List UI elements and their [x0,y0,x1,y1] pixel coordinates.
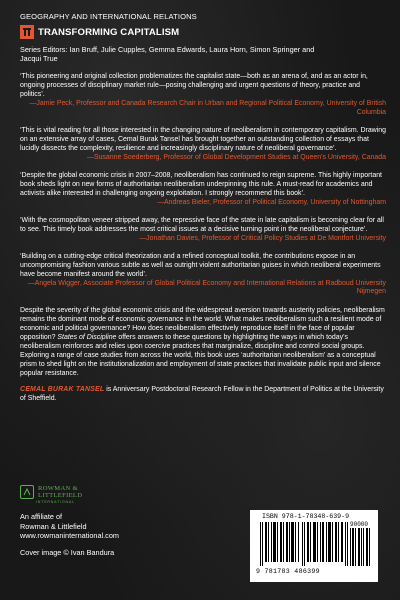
endorsement-quote: ‘Building on a cutting-edge critical theorization and a refined conceptual toolkit, the contributions expose in an uncompromising fashion various subtle as well as outright violent authoritarian guises in which neoliberal experiments have become manifest around the world’. [20,252,381,278]
series-editors [20,45,320,63]
series-logo-icon [20,25,34,39]
publisher-website: www.rowmaninternational.com [20,531,119,541]
barcode-digits: 9 781783 486399 [256,568,320,575]
series-imprint: GEOGRAPHY AND INTERNATIONAL RELATIONS [20,12,197,21]
series-editors-label: Series Editors: [20,45,68,54]
endorsement-attribution [20,100,386,118]
endorsement-quote: ‘Despite the global economic crisis in 2007–2008, neoliberalism has continued to reign supreme. This highly important book sheds light on new forms of authoritarian neoliberalism underpinning this rule. A must-read for academics and activists alike interested in challenging ongoing exploitation. I strongly recommend this book’. [20,171,382,197]
series-editors-names: Ian Bruff, Julie Cupples, Gemma Edwards, Laura Horn, Simon Springer and Jacqui True [20,45,315,64]
affiliate-line2: Rowman & Littlefield [20,521,87,531]
barcode-bars-icon [260,522,348,566]
book-title: States of Discipline [57,334,117,342]
book-description [20,307,386,379]
endorser-name: —Jonathan Davies [139,234,198,242]
rowman-littlefield-emblem-icon [20,485,34,499]
endorsement [20,217,386,244]
author-bio [20,386,386,404]
author-bio-text: is Anniversary Postdoctoral Research Fellow in the Department of Politics at the University of Sheffield. [20,386,384,402]
endorser-role: , Professor of Political Economy, University of Nottingham [209,198,386,206]
series-name: TRANSFORMING CAPITALISM [38,26,180,38]
endorser-role: , Professor and Canada Research Chair in Urban and Regional Political Economy, University of British Columbia [72,100,386,117]
barcode-addon: 90000 [350,521,369,528]
endorsement-quote: ‘This is vital reading for all those interested in the changing nature of neoliberalism in contemporary capitalism. Drawing on an extensive array of cases, Cemal Burak Tansel has brought together an outstanding collection of essays that lucidly dissects the complexity, resilience and increasingly disciplinary nature of neoliberal governance’. [20,127,386,153]
publisher-logo-line3: INTERNATIONAL [36,500,75,504]
endorser-name: —Andreas Bieler [157,198,210,206]
endorsement [20,73,386,118]
endorser-name: —Jamie Peck [29,100,73,108]
endorsement-attribution [20,235,386,244]
endorser-role: , Professor of Global Development Studies at Queen’s University, Canada [159,154,386,162]
cover-image-credit: Cover image © Ivan Bandura [20,547,115,557]
description-part2: offers answers to these questions by highlighting the ways in which today’s neoliberalism reinforces and relies upon coercive practices that marginalize, discipline and control social groups. Exploring a range of case studies from across the world, this book uses ‘authoritarian neoliberalism’ as a conceptual prism to shed light on the institutionalization and employment of state practices that invalidate public input and silence popular resistance. [20,334,381,378]
endorser-role: , Associate Professor of Global Political Economy and International Relations at Radboud University Nijmegen [79,279,386,296]
endorsement [20,172,386,208]
publisher-block [20,485,180,557]
endorsement-quote: ‘This pioneering and original collection problematizes the capitalist state—both as an arena of, and as an actor in, ongoing processes of disciplinary market rule—posing challenging and urgent questions of theory, practice and politics’. [20,73,368,99]
publisher-logo-wordmark [38,485,82,499]
series-header [20,25,386,39]
endorsement-attribution [20,280,386,298]
publisher-logo-line1: ROWMAN & [38,485,78,492]
endorser-role: , Professor of Critical Policy Studies at De Montfort University [197,234,386,242]
barcode [250,510,378,582]
endorsement [20,253,386,298]
endorsement-attribution [20,154,386,163]
description-part1: Despite the severity of the global economic crisis and the widespread aversion towards austerity policies, neoliberalism remains the dominant mode of economic governance in the world. What makes neoliberalism such a resilient mode of economic and political governance? How does neoliberalism effectively reproduce itself in the face of popular opposition? [20,307,385,342]
publisher-logo-line2: LITTLEFIELD [38,492,83,499]
endorser-name: —Susanne Soederberg [87,154,160,162]
endorsement [20,127,386,163]
isbn-label: ISBN 978-1-78348-639-9 [262,513,350,520]
publisher-logo [20,485,180,499]
endorser-name: —Angela Wigger [27,279,80,287]
endorsement-quote: ‘With the cosmopolitan veneer stripped away, the repressive face of the state in late capitalism is becoming clear for all to see. This timely book addresses the most critical issues at a decisive turning point in the neoliberal conjecture’. [20,216,384,233]
publisher-info [20,512,180,541]
affiliate-line1: An affiliate of [20,512,63,521]
author-name: CEMAL BURAK TANSEL [20,386,105,394]
endorsement-attribution [20,199,386,208]
barcode-addon-bars-icon [350,528,372,566]
back-cover-text [20,12,386,404]
